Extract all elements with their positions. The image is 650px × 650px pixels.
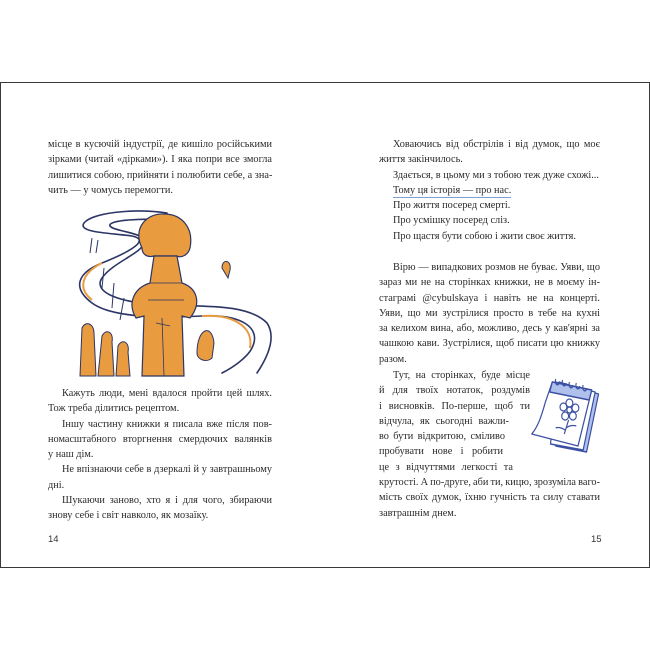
text-line: Тож треба ділитись рецептом. [48, 403, 180, 415]
text-line: во бути відкритою, сміливо [379, 431, 505, 443]
text-line: Ховаючись від обстрілів і від думок, що моє [393, 139, 600, 150]
text-line: Про усмішку посеред сліз. [393, 215, 510, 227]
text-line: чить — у чомусь перемогти. [48, 184, 173, 196]
underlined-text: Тому ця історія — про нас. [393, 184, 512, 196]
text-line: завтрашнім днем. [379, 507, 457, 519]
text-line: пробувати нове і робити [379, 446, 503, 458]
text-line: життя закінчилось. [379, 154, 463, 166]
text-line: Вірю — випадкових розмов не буває. Уяви, що [393, 262, 600, 273]
calendar-flower-illustration [530, 376, 602, 454]
text-line: номасштабного вторгнення смердючих валянків [48, 433, 272, 445]
text-line: чашкою кави. Зустрілися, щоб писати цю книжку [379, 338, 600, 350]
text-line: це з відчуттями легкості та [379, 461, 513, 473]
text-line: Здається, в цьому ми з тобою теж дуже схожі... [393, 169, 599, 181]
text-line: Про щастя бути собою і жити своє життя. [393, 230, 576, 242]
text-line: у наш дім. [48, 449, 94, 461]
text-line: зараз ми не на сторінках книжки, не в моєму ін- [379, 277, 600, 289]
text-line: дні. [48, 479, 65, 491]
right-page-text-2 [379, 260, 600, 367]
text-line: й для твоїх нотаток, роздумів [379, 385, 530, 397]
text-line: відчула, як сьогодні важли- [379, 415, 509, 427]
page-number-right: 15 [591, 534, 602, 545]
text-line: Не впізнаючи себе в дзеркалі й у завтрашньому [62, 464, 272, 476]
text-line: стаграмі @cybulskaya і навіть не на концерті. [379, 292, 600, 304]
left-page-top-text [48, 137, 272, 198]
underlined-line [379, 183, 600, 198]
page-number-left: 14 [48, 534, 59, 545]
text-line: Кажуть люди, мені вдалося пройти цей шлях. [62, 388, 272, 399]
woman-on-road-illustration [72, 208, 284, 378]
text-line: крутості. А по-друге, аби ти, кицю, зрозуміла ваго- [379, 477, 600, 489]
text-line: Шукаючи заново, хто я і для чого, збираючи [62, 495, 272, 507]
text-line: Уяви, що ми зустрілися просто в тебе на кухні [379, 307, 600, 319]
text-line: і висновків. По-перше, щоб ти [379, 400, 530, 412]
text-line: лишитися собою, прийняти і полюбити себе, а зна- [48, 169, 273, 181]
text-line: Про життя посеред смерті. [393, 200, 511, 212]
text-line: Тут, на сторінках, буде місце [393, 370, 530, 381]
text-line: Іншу частину книжки я писала вже після пов- [62, 418, 272, 430]
text-line: зірками (читай «дірками»). І яка попри все змогла [48, 154, 272, 166]
text-line: знову себе і світ навколо, як мозаїку. [48, 510, 209, 522]
text-line: місце в кусючій індустрії, де кишіло російськими [48, 139, 272, 150]
left-page-bottom-text [48, 386, 272, 524]
right-page-text-1 [379, 137, 600, 244]
text-line: мість своїх думок, їхню гучність та силу ставати [379, 492, 600, 504]
text-line: разом. [379, 353, 407, 365]
text-line: за келихом вина, або, можливо, десь у кав'ярні за [379, 323, 600, 335]
